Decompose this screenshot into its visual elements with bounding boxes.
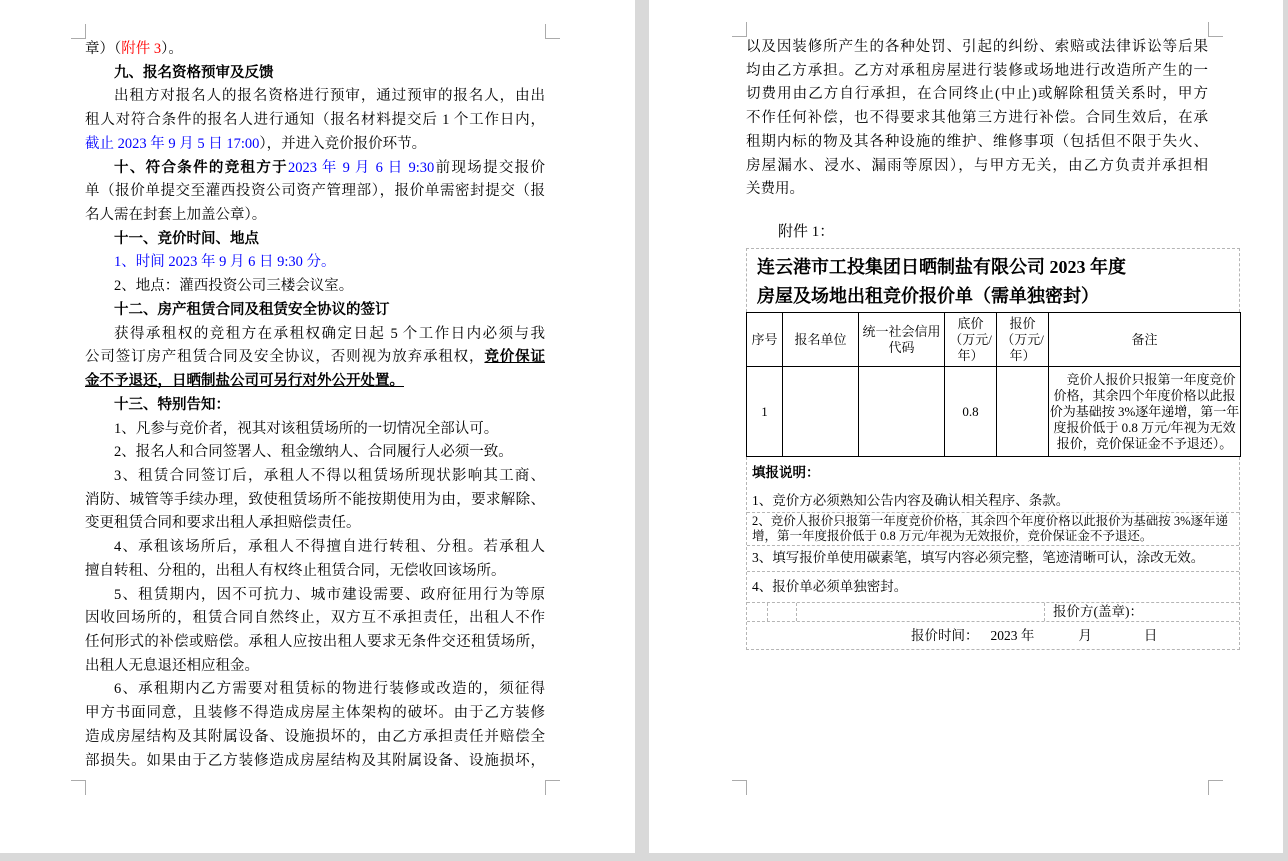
text-segment: 房屋漏水、浸水、漏雨等原因），与甲方无关，由乙方负责并承担相 <box>746 157 1208 174</box>
text-segment: 竞价保证 <box>484 349 546 366</box>
bidder-stamp-label: 报价方(盖章)： <box>1044 603 1239 621</box>
text-line <box>746 60 1208 84</box>
table-cell-bid-price <box>997 367 1049 457</box>
text-line <box>746 36 1208 60</box>
note-item: 1、竞价方必须熟知公告内容及确认相关程序、条款。 <box>752 493 1070 508</box>
text-segment: 1、时间 2023 年 9 月 6 日 9:30 分。 <box>114 254 336 271</box>
text-segment: 单（报价单提交至灌西投资公司资产管理部），报价单需密封提交（报 <box>85 183 545 200</box>
text-line <box>85 726 545 750</box>
text-line <box>85 299 545 323</box>
text-segment: 公司签订房产租赁合同及安全协议，否则视为放弃承租权， <box>85 349 485 366</box>
bid-time-day: 日 <box>1143 628 1158 643</box>
table-cell-base-price: 0.8 <box>945 367 997 457</box>
bid-table-data-row <box>747 367 1241 457</box>
empty-cell <box>747 603 768 621</box>
bid-table-header-row <box>747 313 1241 367</box>
text-segment: 部损失。如果由于乙方装修造成房屋结构及其附属设备、设施损坏， <box>85 752 545 769</box>
text-segment: 十一、竞价时间、地点 <box>114 230 259 247</box>
table-cell-seq: 1 <box>747 367 783 457</box>
text-segment: 6、承租期内乙方需要对租赁标的物进行装修或改造的，须征得 <box>114 681 545 698</box>
bid-time-row <box>747 621 1239 649</box>
text-line <box>85 631 545 655</box>
table-header-cell: 底价（万元/年） <box>945 313 997 367</box>
text-line <box>85 109 545 133</box>
note-item: 2、竞价人报价只报第一年度竞价价格，其余四个年度价格以此报价为基础按 3%逐年递增，第一年度报价低于 0.8 万元/年视为无效报价，竞价保证金不予退还。 <box>747 512 1239 545</box>
text-segment: 附件 3 <box>121 41 162 57</box>
text-segment: 4、承租该场所后，承租人不得擅自进行转租、分租。若承租人 <box>114 539 545 556</box>
text-line <box>746 155 1208 179</box>
text-line <box>85 62 545 86</box>
text-segment: 以及因装修所产生的各种处罚、引起的纠纷、索赔或法律诉讼等后果 <box>746 39 1208 55</box>
text-segment: 3、租赁合同签订后，承租人不得以租赁场所现状影响其工商、 <box>114 467 545 484</box>
spacer <box>797 603 1044 621</box>
text-segment: 九、报名资格预审及反馈 <box>114 64 274 81</box>
table-cell-remark: 竞价人报价只报第一年度竞价价格，其余四个年度价格以此报价为基础按 3%逐年递增，第一年度报价低于 0.8 万元/年视为无效报价，竞价保证金不予退还）。 <box>1049 367 1241 457</box>
text-line <box>85 702 545 726</box>
attachment-label: 附件 1： <box>778 224 835 240</box>
text-line <box>85 536 545 560</box>
table-header-cell: 序号 <box>747 313 783 367</box>
text-line <box>85 655 545 679</box>
text-segment: 2、地点：灌西投资公司三楼会议室。 <box>114 278 354 295</box>
text-line <box>746 107 1208 131</box>
text-segment: 十二、房产租赁合同及租赁安全协议的签订 <box>114 301 390 318</box>
text-segment: 金不予退还，日晒制盐公司可另行对外公开处置。 <box>85 373 404 390</box>
bid-time-year: 2023 年 <box>990 628 1035 643</box>
note-item: 4、报价单必须单独密封。 <box>747 571 1239 602</box>
text-segment: 截止 2023 年 9 月 5 日 17:00 <box>85 135 260 152</box>
crop-mark-bottom-right <box>545 780 560 795</box>
text-line <box>85 584 545 608</box>
crop-mark-bottom-left <box>71 780 86 795</box>
text-segment: 任何形式的补偿或赔偿。承租人应按出租人要求无条件交还租赁场所， <box>85 633 545 650</box>
text-segment: 租期内标的物及其各种设施的维护、维修事项（包括但不限于失火、 <box>746 133 1208 150</box>
text-segment: 切费用由乙方自行承担，在合同终止(中止)或解除租赁关系时，甲方 <box>746 86 1208 103</box>
left-page-text <box>85 38 545 773</box>
text-line <box>85 251 545 275</box>
text-segment: 出租人无息退还相应租金。 <box>85 657 259 674</box>
crop-mark-top-left <box>71 24 86 39</box>
text-segment: 造成房屋结构及其附属设备、设施损坏的，由乙方承担责任并赔偿全 <box>85 728 545 745</box>
table-header-cell: 报价（万元/年） <box>997 313 1049 367</box>
crop-mark-top-left <box>732 22 747 37</box>
text-segment: 5、租赁期内，因不可抗力、城市建设需要、政府征用行为等原 <box>114 586 545 603</box>
text-segment: 1、凡参与竞价者，视其对该租赁场所的一切情况全部认可。 <box>114 420 499 437</box>
table-header-cell: 统一社会信用代码 <box>859 313 945 367</box>
text-line <box>85 157 545 181</box>
text-line <box>85 346 545 370</box>
page-left <box>0 0 635 853</box>
text-segment: 2、报名人和合同签署人、租金缴纳人、合同履行人必须一致。 <box>114 444 513 461</box>
table-header-cell: 报名单位 <box>783 313 859 367</box>
text-segment: 因收回场所的，租赁合同自然终止，双方互不承担责任，出租人不作 <box>85 610 545 627</box>
text-segment: 变更租赁合同和要求出租人承担赔偿责任。 <box>85 515 361 532</box>
text-line <box>85 441 545 465</box>
bid-price-table <box>746 248 1240 650</box>
bid-table-grid <box>746 312 1241 457</box>
crop-mark-top-right <box>545 24 560 39</box>
text-line <box>85 418 545 442</box>
text-segment: 均由乙方承担。乙方对承租房屋进行装修或场地进行改造所产生的一 <box>746 62 1208 79</box>
text-line <box>85 228 545 252</box>
text-line <box>746 83 1208 107</box>
text-segment: ），并进入竞价报价环节。 <box>259 135 427 152</box>
text-line <box>85 323 545 347</box>
text-line <box>85 750 545 774</box>
text-line <box>85 38 545 62</box>
table-cell-credit-code <box>859 367 945 457</box>
text-line <box>85 560 545 584</box>
text-line <box>85 607 545 631</box>
text-segment: 前现场提交报价 <box>434 159 546 176</box>
notes-title: 填报说明： <box>752 465 820 480</box>
page-right <box>649 0 1283 853</box>
note-item: 3、填写报价单使用碳素笔，填写内容必须完整，笔迹清晰可认，涂改无效。 <box>747 545 1239 571</box>
text-line <box>85 394 545 418</box>
crop-mark-bottom-left <box>732 780 747 795</box>
text-line <box>85 465 545 489</box>
text-segment: 不作任何补偿，也不得要求其他第三方进行补偿。合同生效后，在承 <box>746 110 1208 127</box>
bid-table-title-line1: 连云港市工投集团日晒制盐有限公司 2023 年度 <box>757 257 1126 277</box>
text-segment: 租人对符合条件的报名人进行通知（报名材料提交后 1 个工作日内， <box>85 112 545 129</box>
text-segment: 消防、城管等手续办理，致使租赁场所不能按期使用为由，要求解除、 <box>85 491 545 508</box>
text-line <box>746 131 1208 155</box>
bid-table-title-line2: 房屋及场地出租竞价报价单（需单独密封） <box>757 286 1099 306</box>
bid-table-title <box>746 248 1240 312</box>
text-segment: 甲方书面同意，且装修不得造成房屋主体架构的破坏。由于乙方装修 <box>85 705 545 722</box>
crop-mark-bottom-right <box>1208 780 1223 795</box>
text-line <box>85 489 545 513</box>
text-line <box>85 85 545 109</box>
text-line <box>85 180 545 204</box>
text-line <box>85 275 545 299</box>
text-segment: ）。 <box>161 41 183 57</box>
table-header-cell: 备注 <box>1049 313 1241 367</box>
text-segment: 2023 年 9 月 6 日 9:30 <box>287 159 435 176</box>
text-segment: 十、符合条件的竞租方于 <box>114 159 288 176</box>
fill-in-notes <box>746 457 1240 650</box>
table-cell-company <box>783 367 859 457</box>
bid-time-label: 报价时间： <box>911 628 979 643</box>
text-segment: 擅自转租、分租的，出租人有权终止租赁合同，无偿收回该场所。 <box>85 562 506 579</box>
bid-time-month: 月 <box>1078 628 1092 643</box>
text-line <box>746 178 1208 202</box>
text-segment: 名人需在封套上加盖公章）。 <box>85 207 267 224</box>
text-segment: 获得承租权的竞租方在承租权确定日起 5 个工作日内必须与我 <box>114 325 545 342</box>
text-line <box>85 512 545 536</box>
text-line <box>85 133 545 157</box>
crop-mark-top-right <box>1208 22 1223 37</box>
right-page-text <box>746 36 1208 202</box>
text-segment: 章）（ <box>85 41 122 57</box>
empty-cell <box>768 603 797 621</box>
text-segment: 出租方对报名人的报名资格进行预审，通过预审的报名人，由出 <box>114 88 545 105</box>
text-line <box>85 204 545 228</box>
text-line <box>85 370 545 394</box>
text-segment: 十三、特别告知： <box>114 396 230 413</box>
text-line <box>85 678 545 702</box>
notes-row <box>747 457 1239 512</box>
text-segment: 关费用。 <box>746 181 804 198</box>
bidder-signature-row <box>747 602 1239 621</box>
